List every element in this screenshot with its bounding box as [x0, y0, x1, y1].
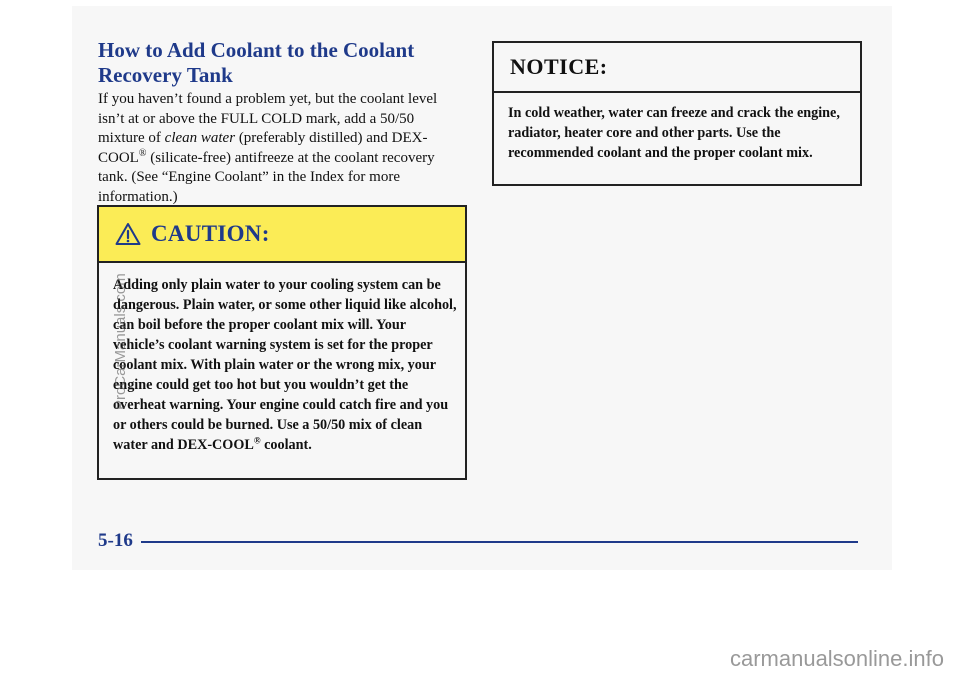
registered-mark: ®	[138, 147, 147, 159]
notice-body: In cold weather, water can freeze and crack the engine, radiator, heater core and other parts. Use the recommended coolant and the proper coolant mix.	[508, 105, 840, 161]
caution-title: CAUTION:	[151, 221, 270, 246]
intro-paragraph	[98, 90, 460, 207]
notice-header	[494, 43, 860, 93]
registered-mark: ®	[253, 435, 261, 446]
footer-rule	[141, 541, 858, 543]
intro-text-2: (preferably distilled) and DEX-COOL	[98, 130, 428, 166]
caution-header	[99, 207, 465, 263]
caution-text-end: coolant.	[260, 437, 312, 453]
vertical-watermark	[110, 200, 129, 410]
heading-line-2: Recovery Tank	[98, 63, 233, 87]
intro-text-1: If you haven’t found a problem yet, but the coolant level isn’t at or above the FULL COLD mark, add a 50/50 mixture of	[98, 91, 438, 146]
notice-box	[492, 41, 862, 186]
intro-italic: clean water	[164, 130, 236, 146]
caution-body	[113, 275, 458, 455]
section-heading	[98, 38, 458, 88]
intro-text-3: (silicate-free) antifreeze at the coolant recovery tank. (See “Engine Coolant” in the Index for more information.)	[98, 149, 435, 205]
page-footer	[98, 528, 858, 554]
heading-line-1: How to Add Coolant to the Coolant	[98, 38, 415, 62]
caution-text: Adding only plain water to your cooling system can be dangerous. Plain water, or some other liquid like alcohol, can boil before the proper coolant mix will. Your vehicle’s coolant warning system is set for the proper coolant mix. With plain water or the wrong mix, your engine could get too hot but you wouldn’t get the overheat warning. Your engine could catch fire and you or others could be burned. Use a 50/50 mix of clean water and DEX-COOL	[113, 277, 457, 453]
caution-box	[97, 205, 467, 480]
notice-title: NOTICE:	[510, 54, 608, 79]
site-watermark: carmanualsonline.info	[729, 646, 944, 671]
vertical-watermark-text: ProCarManuals.com	[112, 273, 129, 410]
page-number: 5-16	[98, 530, 133, 551]
